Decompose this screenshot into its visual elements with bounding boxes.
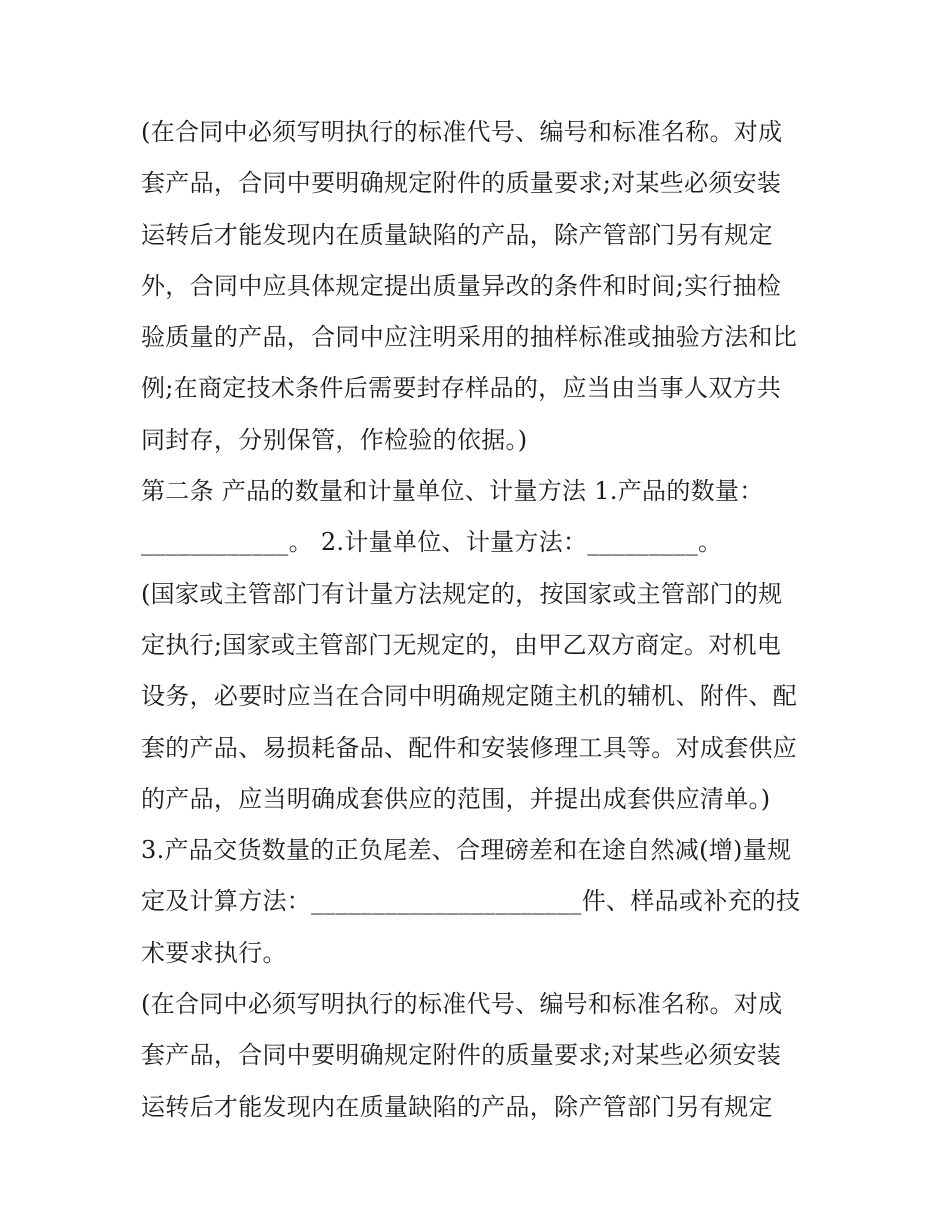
text-line: 套的产品、易损耗备品、配件和安装修理工具等。对成套供应: [141, 733, 798, 762]
text-line: 例;在商定技术条件后需要封存样品的，应当由当事人双方共: [141, 374, 782, 403]
text-line: 3.产品交货数量的正负尾差、合理磅差和在途自然减(增)量规: [141, 836, 792, 865]
text-line: 外，合同中应具体规定提出质量异改的条件和时间;实行抽检: [141, 271, 782, 300]
text-line: 定执行;国家或主管部门无规定的，由甲乙双方商定。对机电: [141, 630, 782, 659]
fill-in-line: ____________。 2.计量单位、计量方法：_________。: [141, 528, 723, 557]
text-line: 套产品，合同中要明确规定附件的质量要求;对某些必须安装: [141, 169, 782, 198]
text-line: 验质量的产品，合同中应注明采用的抽样标准或抽验方法和比: [141, 323, 798, 352]
text-line: 运转后才能发现内在质量缺陷的产品，除产管部门另有规定: [141, 1092, 773, 1121]
text-line: (在合同中必须写明执行的标准代号、编号和标准名称。对成: [141, 118, 783, 146]
text-line: 设务，必要时应当在合同中明确规定随主机的辅机、附件、配: [141, 682, 798, 711]
text-line: (国家或主管部门有计量方法规定的，按国家或主管部门的规: [141, 579, 783, 608]
text-line: (在合同中必须写明执行的标准代号、编号和标准名称。对成: [141, 990, 783, 1019]
text-line: 的产品，应当明确成套供应的范围，并提出成套供应清单。): [141, 784, 771, 813]
text-line: 运转后才能发现内在质量缺陷的产品，除产管部门另有规定: [141, 220, 773, 249]
contract-text: [141, 107, 821, 1133]
section-heading-line: 第二条 产品的数量和计量单位、计量方法 1.产品的数量：: [141, 477, 764, 506]
fill-in-line: 定及计算方法：______________________件、样品或补充的技: [141, 887, 801, 916]
text-line: 术要求执行。: [141, 938, 287, 967]
text-line: 同封存，分别保管，作检验的依据。): [141, 425, 528, 454]
text-line: 套产品，合同中要明确规定附件的质量要求;对某些必须安装: [141, 1041, 782, 1070]
